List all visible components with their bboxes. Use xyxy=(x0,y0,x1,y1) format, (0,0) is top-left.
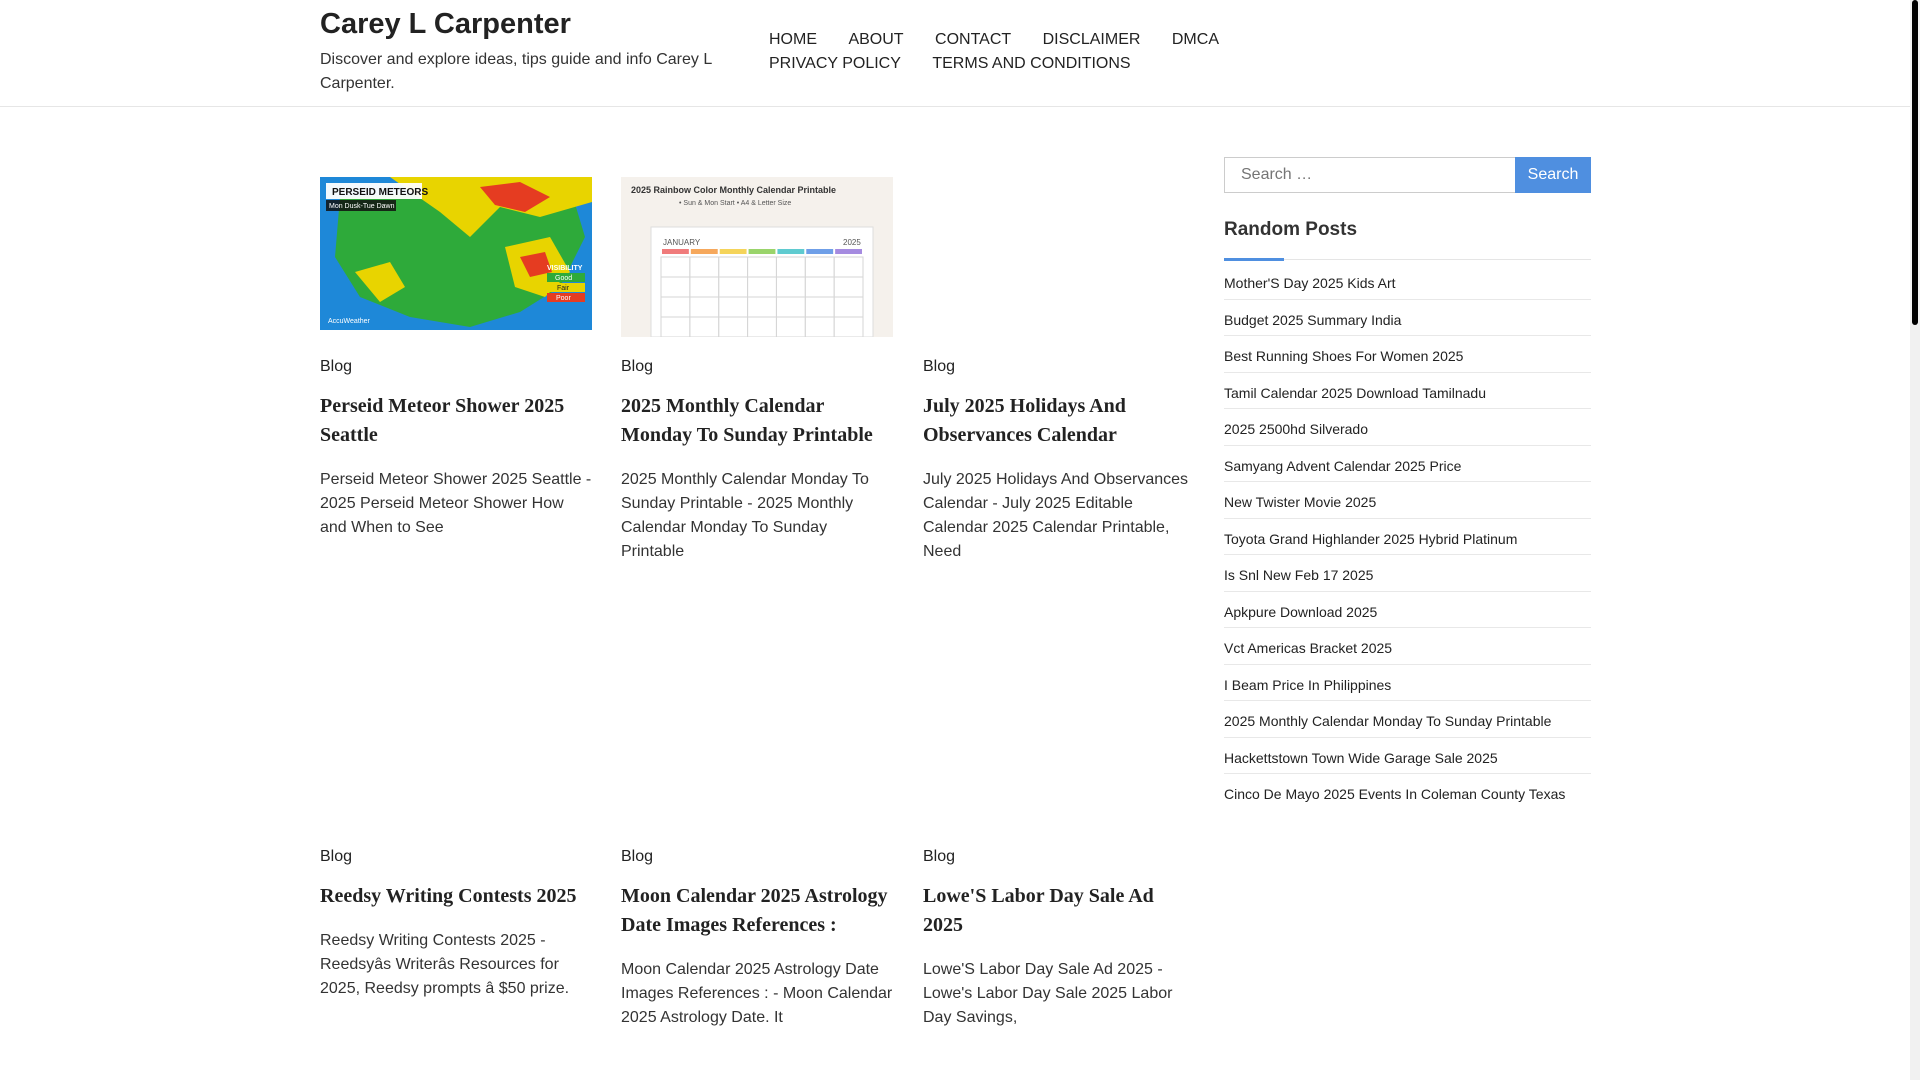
legend-poor: Poor xyxy=(556,295,571,302)
nav-about[interactable]: ABOUT xyxy=(848,31,904,48)
post-title[interactable]: Lowe'S Labor Day Sale Ad 2025 xyxy=(923,885,1154,936)
post-excerpt: July 2025 Holidays And Observances Calendar - July 2025 Editable Calendar 2025 Calendar Printable, Need xyxy=(923,471,1189,560)
weekday-color-bar xyxy=(749,249,776,254)
random-post-link[interactable]: Vct Americas Bracket 2025 xyxy=(1224,628,1591,665)
calendar-year: 2025 xyxy=(843,238,861,247)
perseid-map-image xyxy=(320,177,592,330)
post-card xyxy=(923,667,1195,1030)
site-title[interactable]: Carey L Carpenter xyxy=(320,8,571,40)
post-card xyxy=(320,177,592,540)
random-post-link[interactable]: New Twister Movie 2025 xyxy=(1224,482,1591,519)
post-thumbnail[interactable] xyxy=(923,177,1195,337)
weekday-color-bar xyxy=(806,249,833,254)
legend-good: Good xyxy=(555,275,573,282)
calendar-heading: 2025 Rainbow Color Monthly Calendar Printable xyxy=(631,185,837,195)
post-category[interactable]: Blog xyxy=(320,358,353,375)
random-post-link[interactable]: Hackettstown Town Wide Garage Sale 2025 xyxy=(1224,738,1591,775)
random-post-link[interactable]: Budget 2025 Summary India xyxy=(1224,300,1591,337)
random-post-link[interactable]: I Beam Price In Philippines xyxy=(1224,665,1591,702)
post-title[interactable]: 2025 Monthly Calendar Monday To Sunday Printable xyxy=(621,395,873,446)
random-post-link[interactable]: Cinco De Mayo 2025 Events In Coleman County Texas xyxy=(1224,786,1566,802)
site-header xyxy=(0,0,1910,107)
post-category[interactable]: Blog xyxy=(621,358,654,375)
nav-terms-and-conditions[interactable]: TERMS AND CONDITIONS xyxy=(932,55,1131,72)
post-category[interactable]: Blog xyxy=(621,848,654,865)
calendar-month: JANUARY xyxy=(663,238,701,247)
post-thumbnail[interactable] xyxy=(621,177,893,337)
random-post-link[interactable]: Apkpure Download 2025 xyxy=(1224,592,1591,629)
widget-title-random-posts: Random Posts xyxy=(1224,219,1358,240)
weekday-color-bar xyxy=(662,249,689,254)
post-card xyxy=(923,177,1195,564)
calendar-sub: • Sun & Mon Start • A4 & Letter Size xyxy=(679,200,792,207)
post-card xyxy=(320,667,592,1001)
main-nav xyxy=(769,28,1409,76)
post-title[interactable]: Perseid Meteor Shower 2025 Seattle xyxy=(320,395,565,446)
search-form xyxy=(1224,157,1591,193)
post-category[interactable]: Blog xyxy=(320,848,353,865)
post-excerpt: Perseid Meteor Shower 2025 Seattle - 2025 Perseid Meteor Shower How and When to See xyxy=(320,471,592,536)
calendar-image xyxy=(621,177,893,337)
nav-contact[interactable]: CONTACT xyxy=(935,31,1012,48)
post-card xyxy=(621,667,893,1030)
post-excerpt: Reedsy Writing Contests 2025 - Reedsyâs Writerâs Resources for 2025, Reedsy prompts â $50 prize. xyxy=(320,932,570,997)
nav-disclaimer[interactable]: DISCLAIMER xyxy=(1042,31,1141,48)
post-card xyxy=(621,177,893,564)
weekday-color-bar xyxy=(691,249,718,254)
post-excerpt: 2025 Monthly Calendar Monday To Sunday Printable - 2025 Monthly Calendar Monday To Sunday Printable xyxy=(621,471,869,560)
random-post-link[interactable]: Samyang Advent Calendar 2025 Price xyxy=(1224,446,1591,483)
random-post-link[interactable]: Mother'S Day 2025 Kids Art xyxy=(1224,263,1591,300)
map-credit: AccuWeather xyxy=(328,318,370,325)
post-thumbnail[interactable] xyxy=(621,667,893,827)
post-title[interactable]: July 2025 Holidays And Observances Calendar xyxy=(923,395,1126,446)
site-description: Discover and explore ideas, tips guide and info Carey L Carpenter. xyxy=(320,51,712,92)
nav-dmca[interactable]: DMCA xyxy=(1171,31,1219,48)
random-post-link[interactable]: 2025 2500hd Silverado xyxy=(1224,409,1591,446)
post-title[interactable]: Reedsy Writing Contests 2025 xyxy=(320,885,577,907)
post-excerpt: Lowe'S Labor Day Sale Ad 2025 - Lowe's Labor Day Sale 2025 Labor Day Savings, xyxy=(923,961,1173,1026)
map-banner: PERSEID METEORS xyxy=(332,187,429,198)
weekday-color-bar xyxy=(777,249,804,254)
page-scrollbar[interactable] xyxy=(1910,0,1920,1080)
post-thumbnail[interactable] xyxy=(923,667,1195,827)
random-post-link[interactable]: Is Snl New Feb 17 2025 xyxy=(1224,555,1591,592)
search-input[interactable] xyxy=(1224,157,1516,193)
legend-title: VISIBILITY xyxy=(547,265,583,272)
weekday-color-bar xyxy=(720,249,747,254)
post-excerpt: Moon Calendar 2025 Astrology Date Images References : - Moon Calendar 2025 Astrology Date. It xyxy=(621,961,893,1026)
scrollbar-thumb[interactable] xyxy=(1912,0,1918,325)
nav-home[interactable]: HOME xyxy=(769,31,817,48)
search-button[interactable]: Search xyxy=(1515,157,1591,193)
post-category[interactable]: Blog xyxy=(923,848,956,865)
widget-accent-bar xyxy=(1224,258,1284,261)
random-posts-list xyxy=(1224,263,1591,811)
post-title[interactable]: Moon Calendar 2025 Astrology Date Images References : xyxy=(621,885,888,936)
post-category[interactable]: Blog xyxy=(923,358,956,375)
post-thumbnail[interactable] xyxy=(320,177,592,330)
random-post-link[interactable]: Best Running Shoes For Women 2025 xyxy=(1224,336,1591,373)
random-post-link[interactable]: 2025 Monthly Calendar Monday To Sunday Printable xyxy=(1224,701,1591,738)
calendar-weekday-colors xyxy=(662,249,862,254)
random-post-link[interactable]: Tamil Calendar 2025 Download Tamilnadu xyxy=(1224,373,1591,410)
weekday-color-bar xyxy=(835,249,862,254)
random-post-link[interactable]: Toyota Grand Highlander 2025 Hybrid Platinum xyxy=(1224,519,1591,556)
legend-fair: Fair xyxy=(557,285,570,292)
map-sub: Mon Dusk-Tue Dawn xyxy=(329,203,395,210)
post-thumbnail[interactable] xyxy=(320,667,592,827)
nav-privacy-policy[interactable]: PRIVACY POLICY xyxy=(769,55,901,72)
